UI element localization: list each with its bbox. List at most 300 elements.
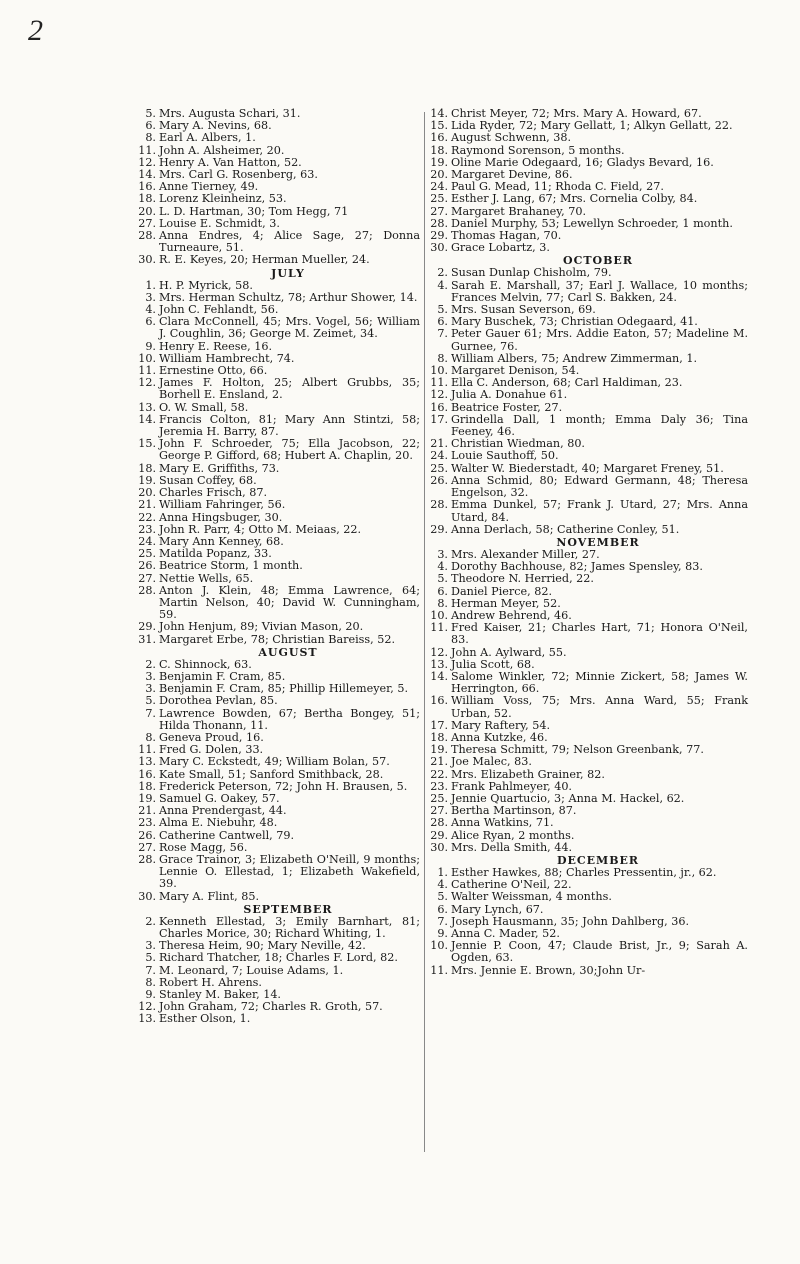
entry-names: Matilda Popanz, 33. [159,547,272,561]
entry-names: Margaret Erbe, 78; Christian Bareiss, 52. [159,632,396,646]
entry-names: C. Shinnock, 63. [159,657,252,671]
entry-names: John A. Alsheimer, 20. [159,143,285,157]
death-entry [136,817,420,829]
entry-names: Alma E. Niebuhr, 48. [159,816,278,830]
month-heading: JULY [271,266,305,280]
entry-day: 7. [437,914,448,928]
entry-day: 18. [138,779,156,793]
entry-names: Theresa Heim, 90; Mary Neville, 42. [159,939,366,953]
entry-day: 10. [430,939,448,953]
death-entry [428,524,748,536]
entry-day: 30. [138,889,156,903]
entry-day: 24. [430,449,448,463]
entry-names: Anna C. Mader, 52. [451,927,560,940]
entry-day: 5. [145,694,156,708]
entry-day: 8. [145,131,156,145]
entry-day: 11. [138,143,156,157]
entry-names: Emma Dunkel, 57; Frank J. Utard, 27; Mrs. Anna Utard, 84. [451,498,748,524]
entry-names: Walter Weissman, 4 months. [451,890,612,904]
entry-day: 16. [430,400,448,414]
entry-names: Lawrence Bowden, 67; Bertha Bongey, 51; Hilda Thonann, 11. [159,706,420,732]
entry-day: 27. [138,571,156,585]
entry-day: 27. [138,840,156,854]
entry-day: 2. [145,914,156,928]
death-entry [136,854,420,891]
death-entry [136,1013,420,1025]
entry-names: Benjamin F. Cram, 85. [159,669,286,683]
entry-names: Mrs. Carl G. Rosenberg, 63. [159,168,318,182]
entry-day: 7. [145,706,156,720]
death-entry [428,414,748,438]
entry-day: 4. [437,560,448,574]
left-column [136,108,420,1026]
death-entry [428,622,748,646]
entry-day: 16. [138,180,156,194]
entry-day: 10. [430,608,448,622]
entry-day: 29. [138,620,156,634]
entry-names: Salome Winkler, 72; Minnie Zickert, 58; James W. Herrington, 66. [451,669,748,696]
entry-names: Frank Pahlmeyer, 40. [451,779,572,793]
entry-day: 14. [138,168,156,182]
entry-names: Mary A. Flint, 85. [159,889,260,903]
entry-names: Anna Derlach, 58; Catherine Conley, 51. [451,522,680,536]
entry-day: 10. [138,351,156,365]
entry-names: Raymond Sorenson, 5 months. [451,143,625,157]
entry-names: Samuel G. Oakey, 57. [159,791,280,805]
entry-names: Alice Ryan, 2 months. [451,828,575,842]
entry-names: Margaret Devine, 86. [451,168,573,182]
entry-names: Esther Olson, 1. [159,1012,251,1026]
entry-day: 6. [437,902,448,916]
entry-names: Mrs. Susan Severson, 69. [451,303,596,317]
entry-names: Sarah E. Marshall, 37; Earl J. Wallace, 10 months; Frances Melvin, 77; Carl S. Bakken, 24. [451,278,748,304]
entry-names: L. D. Hartman, 30; Tom Hegg, 71 [159,204,349,218]
death-entry [136,634,420,646]
entry-names: Bertha Martinson, 87. [451,804,577,818]
entry-day: 21. [138,804,156,818]
death-entry [428,891,748,903]
entry-names: M. Leonard, 7; Louise Adams, 1. [159,963,344,977]
entry-day: 16. [430,694,448,708]
entry-day: 3. [145,669,156,683]
entry-names: Margaret Brahaney, 70. [451,204,587,218]
death-entry [136,230,420,254]
entry-names: Mrs. Augusta Schari, 31. [159,107,301,120]
entry-names: Oline Marie Odegaard, 16; Gladys Bevard, 16. [451,155,714,169]
death-entry [136,695,420,707]
entry-names: John C. Fehlandt, 56. [159,303,279,317]
entry-names: Grindella Dall, 1 month; Emma Daly 36; Tina Feeney, 46. [451,412,748,439]
death-entry [428,280,748,304]
entry-day: 5. [145,107,156,120]
death-entry [136,708,420,732]
entry-names: Clara McConnell, 45; Mrs. Vogel, 56; William J. Coughlin, 36; George M. Zeimet, 34. [159,315,420,341]
death-entry [428,389,748,401]
entry-names: Anna Schmid, 80; Edward Germann, 48; Theresa Engelson, 32. [451,473,748,500]
death-entry [136,585,420,622]
entry-names: Beatrice Storm, 1 month. [159,559,303,573]
death-entry [136,621,420,633]
entry-names: Jennie Quartucio, 3; Anna M. Hackel, 62. [451,791,685,805]
entry-names: Kenneth Ellestad, 3; Emily Barnhart, 81; Charles Morice, 30; Richard Whiting, 1. [159,914,420,940]
entry-day: 7. [145,963,156,977]
entry-names: Mary Raftery, 54. [451,718,551,732]
death-entry [428,267,748,279]
entry-day: 19. [430,743,448,757]
entry-names: Mrs. Jennie E. Brown, 30;John Ur- [451,963,646,977]
entry-day: 28. [138,229,156,243]
entry-day: 15. [430,119,448,133]
entry-names: Mary Lynch, 67. [451,902,544,916]
entry-day: 22. [138,510,156,524]
month-heading: NOVEMBER [556,535,640,549]
entry-names: Margaret Denison, 54. [451,364,580,378]
entry-names: Esther J. Lang, 67; Mrs. Cornelia Colby, 84. [451,192,698,206]
entry-names: Julia Scott, 68. [451,657,535,671]
entry-names: Herman Meyer, 52. [451,596,561,610]
entry-names: Mary Buschek, 73; Christian Odegaard, 41. [451,315,698,329]
entry-day: 11. [138,743,156,757]
entry-day: 6. [437,584,448,598]
entry-day: 11. [138,364,156,378]
entry-names: John Henjum, 89; Vivian Mason, 20. [159,620,364,634]
entry-day: 18. [430,143,448,157]
entry-day: 24. [430,180,448,194]
entry-day: 3. [145,290,156,304]
death-entry [428,940,748,964]
death-entry [136,280,420,292]
entry-day: 26. [430,473,448,487]
death-entry [428,904,748,916]
entry-day: 14. [138,412,156,426]
entry-day: 30. [430,241,448,255]
entry-day: 12. [430,388,448,402]
entry-names: Thomas Hagan, 70. [451,229,562,243]
entry-day: 27. [138,216,156,230]
entry-day: 3. [145,682,156,696]
entry-names: John Graham, 72; Charles R. Groth, 57. [159,1000,383,1014]
entry-day: 20. [138,204,156,218]
death-entry [428,145,748,157]
death-entry [136,254,420,266]
entry-day: 25. [430,791,448,805]
entry-names: John F. Schroeder, 75; Ella Jacobson, 22; George P. Gifford, 68; Hubert A. Chaplin, 20. [159,437,420,463]
entry-names: William Albers, 75; Andrew Zimmerman, 1. [451,351,698,365]
entry-names: Anna Hingsbuger, 30. [159,510,283,524]
right-column [428,108,748,977]
entry-day: 26. [138,559,156,573]
entry-day: 3. [437,547,448,561]
entry-day: 8. [145,730,156,744]
entry-names: Andrew Behrend, 46. [451,608,572,622]
death-entry [428,769,748,781]
entry-day: 7. [437,327,448,341]
entry-names: Daniel Murphy, 53; Lewellyn Schroeder, 1 month. [451,216,733,230]
death-entry [428,756,748,768]
entry-names: Henry A. Van Hatton, 52. [159,155,302,169]
entry-day: 16. [138,767,156,781]
entry-names: Joseph Hausmann, 35; John Dahlberg, 36. [451,914,690,928]
entry-day: 12. [430,645,448,659]
entry-names: Theresa Schmitt, 79; Nelson Greenbank, 77. [451,743,704,757]
death-entry [428,817,748,829]
entry-day: 31. [138,632,156,646]
entry-names: Rose Magg, 56. [159,840,248,854]
entry-day: 13. [138,1012,156,1026]
entry-day: 11. [430,376,448,390]
entry-day: 16. [430,131,448,145]
death-entry [136,193,420,205]
entry-day: 25. [138,547,156,561]
entry-names: O. W. Small, 58. [159,400,249,414]
entry-names: Peter Gauer 61; Mrs. Addie Eaton, 57; Madeline M. Gurnee, 76. [451,327,748,353]
month-heading: SEPTEMBER [243,902,333,916]
entry-day: 18. [138,192,156,206]
death-entry [428,965,748,977]
entry-names: Joe Malec, 83. [451,755,532,769]
month-heading: DECEMBER [556,853,640,867]
entry-day: 5. [437,572,448,586]
entry-day: 12. [138,155,156,169]
death-entry [136,414,420,438]
entry-names: Beatrice Foster, 27. [451,400,563,414]
entry-names: Fred Kaiser, 21; Charles Hart, 71; Honora O'Neil, 83. [451,621,748,647]
entry-names: Anna Kutzke, 46. [451,730,548,744]
entry-names: James F. Holton, 25; Albert Grubbs, 35; Borhell E. Ensland, 2. [159,376,420,402]
entry-day: 25. [430,461,448,475]
entry-day: 23. [138,522,156,536]
entry-names: Mrs. Alexander Miller, 27. [451,547,600,561]
entry-day: 10. [430,364,448,378]
entry-day: 23. [430,779,448,793]
death-entry [428,647,748,659]
entry-names: Catherine O'Neil, 22. [451,878,572,892]
month-heading: AUGUST [258,645,318,659]
entry-names: William Fahringer, 56. [159,498,286,512]
entry-day: 21. [138,498,156,512]
entry-names: Anna Prendergast, 44. [159,804,287,818]
death-entry [428,206,748,218]
entry-day: 6. [145,119,156,133]
entry-day: 5. [437,890,448,904]
entry-day: 30. [430,840,448,854]
death-entry [136,965,420,977]
entry-day: 5. [437,303,448,317]
entry-day: 6. [145,315,156,329]
entry-day: 28. [138,583,156,597]
death-entry [428,242,748,254]
entry-day: 29. [430,229,448,243]
death-entry [136,145,420,157]
entry-names: Mary C. Eckstedt, 49; William Bolan, 57. [159,755,390,769]
death-entry [428,842,748,854]
entry-day: 11. [430,963,448,977]
entry-names: Richard Thatcher, 18; Charles F. Lord, 82. [159,951,398,965]
entry-names: Anton J. Klein, 48; Emma Lawrence, 64; Martin Nelson, 40; David W. Cunningham, 59. [159,583,420,622]
death-entry [136,512,420,524]
entry-names: Charles Frisch, 87. [159,486,268,500]
entry-names: Mary Ann Kenney, 68. [159,534,284,548]
entry-day: 13. [430,657,448,671]
entry-names: Theodore N. Herried, 22. [451,572,594,586]
death-entry [136,769,420,781]
entry-names: Walter W. Biederstadt, 40; Margaret Freney, 51. [451,461,724,475]
death-entry [136,916,420,940]
entry-day: 27. [430,804,448,818]
entry-day: 5. [145,951,156,965]
entry-day: 21. [430,755,448,769]
column-divider [424,112,425,1152]
entry-names: Anna Endres, 4; Alice Sage, 27; Donna Turneaure, 51. [159,229,420,255]
entry-names: Anne Tierney, 49. [159,180,259,194]
entry-day: 20. [138,486,156,500]
entry-names: Lida Ryder, 72; Mary Gellatt, 1; Alkyn Gellatt, 22. [451,119,733,133]
entry-day: 12. [138,376,156,390]
entry-day: 3. [145,939,156,953]
entry-names: Mrs. Della Smith, 44. [451,840,573,854]
death-entry [428,573,748,585]
entry-names: William Voss, 75; Mrs. Anna Ward, 55; Frank Urban, 52. [451,694,748,720]
entry-names: Dorothea Pevlan, 85. [159,694,278,708]
entry-day: 2. [437,266,448,280]
death-entry [136,891,420,903]
entry-day: 18. [138,461,156,475]
entry-names: Francis Colton, 81; Mary Ann Stintzi, 58; Jeremia H. Barry, 87. [159,412,420,439]
death-entry [428,450,748,462]
entry-day: 28. [430,216,448,230]
entry-names: Nettie Wells, 65. [159,571,254,585]
entry-day: 21. [430,437,448,451]
entry-day: 29. [430,522,448,536]
month-heading: OCTOBER [563,254,633,268]
death-entry [136,206,420,218]
entry-day: 8. [437,596,448,610]
entry-day: 4. [437,878,448,892]
entry-names: Mary A. Nevins, 68. [159,119,272,133]
entry-names: Earl A. Albers, 1. [159,131,256,145]
entry-names: Christian Wiedman, 80. [451,437,585,451]
entry-names: Esther Hawkes, 88; Charles Pressentin, jr., 62. [451,865,717,879]
entry-day: 4. [145,303,156,317]
entry-day: 13. [138,755,156,769]
entry-day: 8. [145,975,156,989]
entry-names: R. E. Keyes, 20; Herman Mueller, 24. [159,253,370,267]
entry-names: Stanley M. Baker, 14. [159,988,281,1002]
death-entry [136,560,420,572]
entry-day: 28. [430,498,448,512]
entry-day: 14. [430,669,448,683]
death-entry [136,438,420,462]
entry-names: Christ Meyer, 72; Mrs. Mary A. Howard, 67. [451,107,702,120]
entry-names: Louise E. Schmidt, 3. [159,216,280,230]
entry-names: Henry E. Reese, 16. [159,339,273,353]
entry-names: Catherine Cantwell, 79. [159,828,295,842]
death-entry [136,756,420,768]
entry-names: Jennie P. Coon, 47; Claude Brist, Jr., 9; Sarah A. Ogden, 63. [451,939,748,965]
entry-day: 29. [430,828,448,842]
entry-names: Anna Watkins, 71. [451,816,554,830]
entry-names: Ella C. Anderson, 68; Carl Haldiman, 23. [451,376,683,390]
entry-names: Lorenz Kleinheinz, 53. [159,192,287,206]
entry-names: H. P. Myrick, 58. [159,278,253,292]
entry-day: 28. [430,816,448,830]
entry-names: Mrs. Herman Schultz, 78; Arthur Shower, 14. [159,290,418,304]
entry-names: Daniel Pierce, 82. [451,584,553,598]
entry-day: 24. [138,534,156,548]
entry-names: Julia A. Donahue 61. [451,388,568,402]
death-entry [428,328,748,352]
entry-names: August Schwenn, 38. [451,131,572,145]
entry-day: 11. [430,621,448,635]
page-number: 2 [28,14,43,47]
death-entry [136,573,420,585]
entry-day: 30. [138,253,156,267]
death-entry [136,830,420,842]
entry-names: Ernestine Otto, 66. [159,364,268,378]
death-entry [428,695,748,719]
entry-day: 9. [437,927,448,940]
entry-names: Dorothy Bachhouse, 82; James Spensley, 83. [451,560,703,574]
entry-day: 26. [138,828,156,842]
death-entry [428,586,748,598]
death-entry [428,499,748,523]
entry-day: 9. [145,339,156,353]
entry-day: 18. [430,730,448,744]
entry-names: John R. Parr, 4; Otto M. Meiaas, 22. [159,522,362,536]
entry-day: 6. [437,315,448,329]
entry-day: 22. [430,767,448,781]
death-entry [136,132,420,144]
entry-names: William Hambrecht, 74. [159,351,295,365]
death-entry [428,475,748,499]
entry-names: Louie Sauthoff, 50. [451,449,559,463]
entry-day: 4. [437,278,448,292]
entry-names: Grace Trainor, 3; Elizabeth O'Neill, 9 months; Lennie O. Ellestad, 1; Elizabeth Wakefield, 39. [159,852,420,891]
entry-names: Mary E. Griffiths, 73. [159,461,280,475]
entry-day: 14. [430,107,448,120]
death-entry [428,671,748,695]
entry-day: 2. [145,657,156,671]
entry-day: 19. [430,155,448,169]
entry-names: Susan Coffey, 68. [159,473,257,487]
entry-names: Mrs. Elizabeth Grainer, 82. [451,767,605,781]
entry-day: 12. [138,1000,156,1014]
entry-names: Robert H. Ahrens. [159,975,262,989]
death-entry [136,499,420,511]
death-entry [136,316,420,340]
entry-day: 17. [430,412,448,426]
entry-day: 8. [437,351,448,365]
entry-names: Kate Small, 51; Sanford Smithback, 28. [159,767,384,781]
death-entry [428,830,748,842]
entry-day: 28. [138,852,156,866]
entry-day: 17. [430,718,448,732]
entry-day: 23. [138,816,156,830]
entry-day: 13. [138,400,156,414]
entry-names: Benjamin F. Cram, 85; Phillip Hillemeyer, 5. [159,682,409,696]
entry-day: 9. [145,988,156,1002]
entry-day: 1. [437,865,448,879]
entry-day: 19. [138,473,156,487]
death-entry [428,132,748,144]
entry-names: Geneva Proud, 16. [159,730,264,744]
entry-day: 1. [145,278,156,292]
entry-day: 27. [430,204,448,218]
death-entry [428,193,748,205]
entry-day: 15. [138,437,156,451]
death-entry [136,952,420,964]
entry-names: Paul G. Mead, 11; Rhoda C. Field, 27. [451,180,664,194]
